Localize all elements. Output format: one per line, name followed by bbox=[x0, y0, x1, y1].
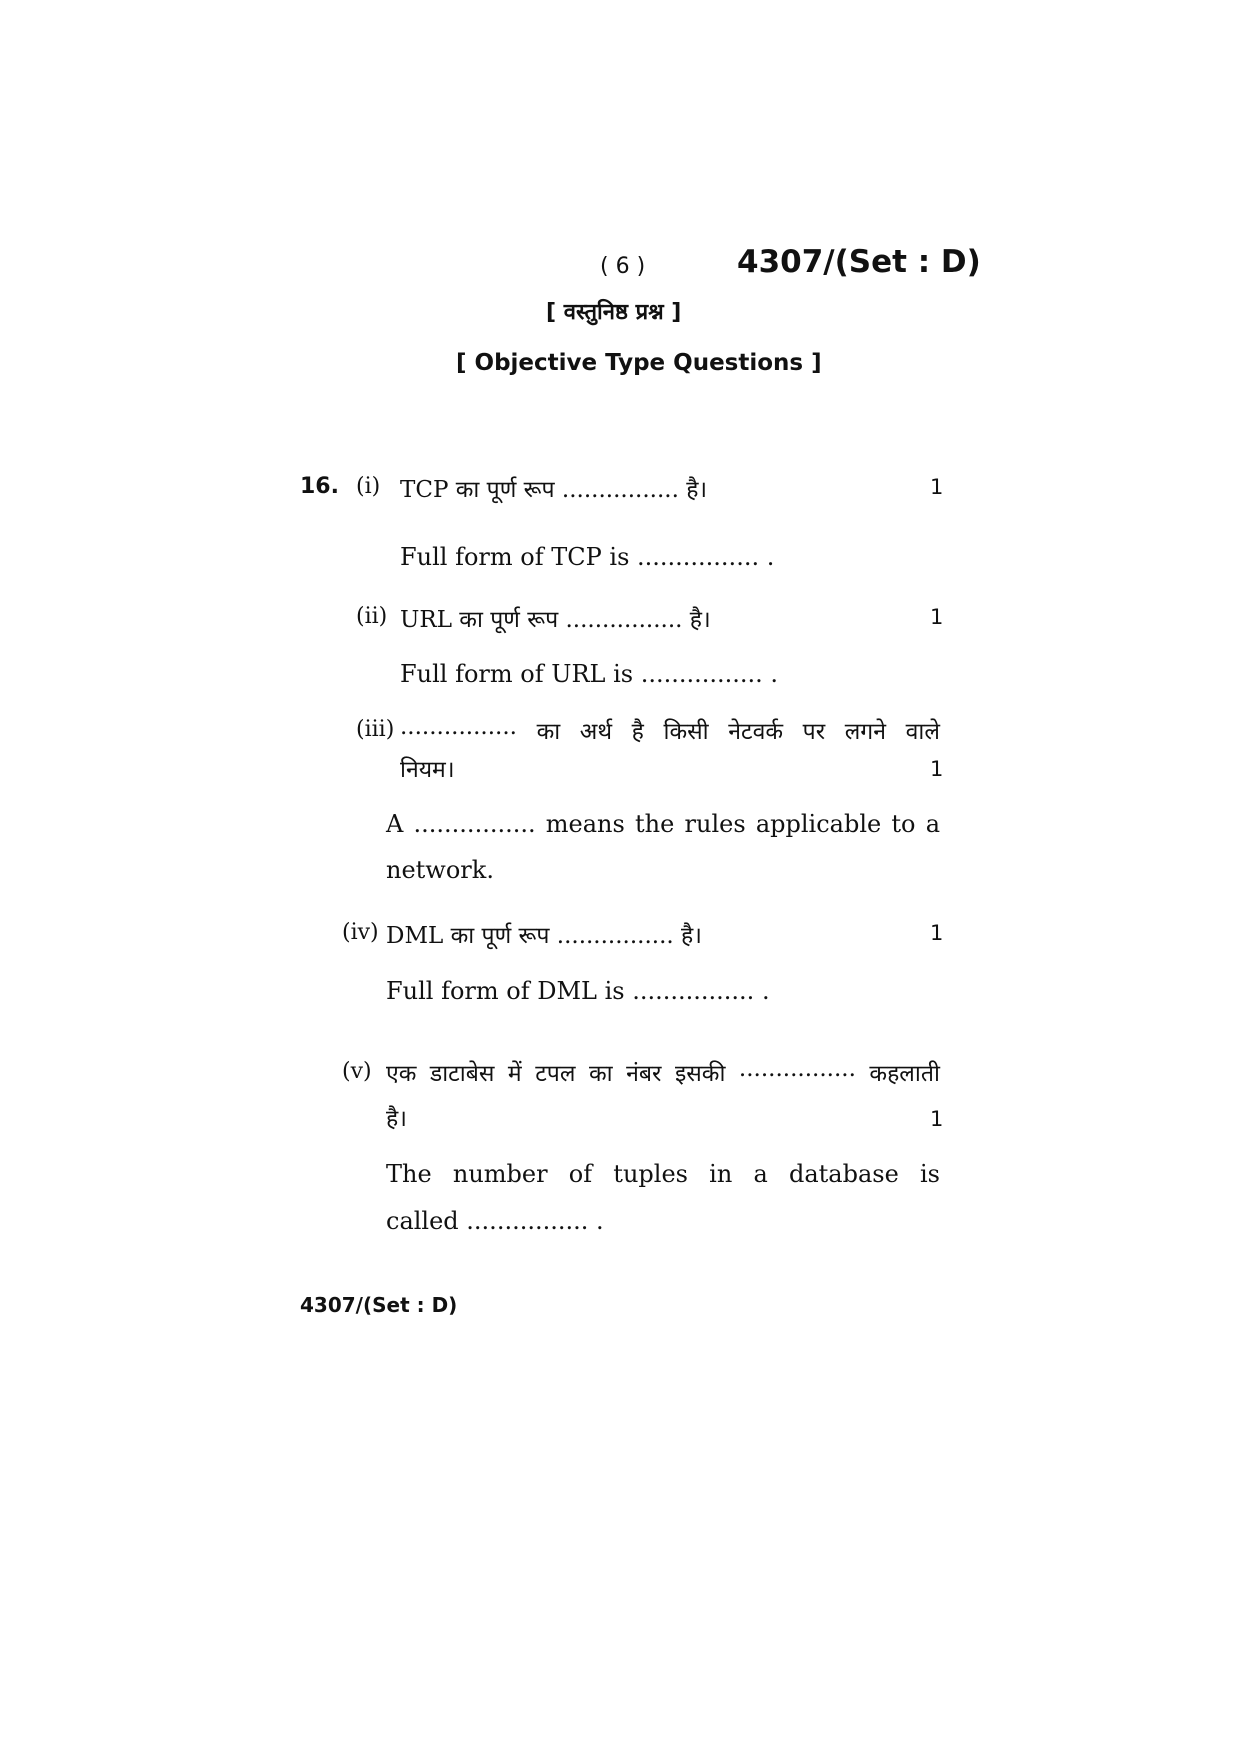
paper-code-footer: 4307/(Set : D) bbox=[300, 1293, 458, 1317]
word: ................ bbox=[400, 714, 517, 740]
word: The bbox=[386, 1160, 432, 1188]
part-label: (v) bbox=[342, 1059, 372, 1084]
word: the bbox=[635, 810, 675, 838]
word: database bbox=[788, 1160, 899, 1188]
word: tuples bbox=[613, 1160, 688, 1188]
part-hindi-line1 bbox=[386, 1056, 940, 1088]
word: a bbox=[753, 1160, 768, 1188]
word: डाटाबेस bbox=[429, 1061, 495, 1087]
part-english-line2: called ................ . bbox=[386, 1207, 604, 1235]
word: का bbox=[536, 719, 561, 745]
word: एक bbox=[386, 1061, 417, 1087]
part-hindi-line2: है। bbox=[386, 1106, 407, 1132]
part-hindi-line1 bbox=[400, 714, 940, 746]
word: वाले bbox=[905, 719, 940, 745]
part-label: (i) bbox=[356, 474, 381, 499]
word: to bbox=[891, 810, 916, 838]
word: A bbox=[386, 810, 404, 838]
word: का bbox=[588, 1061, 613, 1087]
word: is bbox=[920, 1160, 940, 1188]
part-english-line1 bbox=[386, 810, 940, 838]
part-english-text: Full form of URL is ................ . bbox=[400, 660, 779, 688]
part-marks: 1 bbox=[930, 921, 944, 945]
part-marks: 1 bbox=[930, 475, 944, 499]
word: पर bbox=[802, 719, 826, 745]
word: अर्थ bbox=[579, 719, 613, 745]
part-english-text: Full form of DML is ................ . bbox=[386, 977, 770, 1005]
word: कहलाती bbox=[869, 1061, 940, 1087]
word: में bbox=[507, 1061, 522, 1087]
word: इसकी bbox=[674, 1061, 726, 1087]
part-marks: 1 bbox=[930, 605, 944, 629]
part-hindi-text: TCP का पूर्ण रूप ................ है। bbox=[400, 477, 708, 503]
part-hindi-text: DML का पूर्ण रूप ................ है। bbox=[386, 923, 702, 949]
word: टपल bbox=[535, 1061, 576, 1087]
word: of bbox=[568, 1160, 593, 1188]
part-hindi-line2: नियम। bbox=[400, 757, 455, 783]
word: number bbox=[452, 1160, 548, 1188]
word: लगने bbox=[844, 719, 887, 745]
part-english-text: Full form of TCP is ................ . bbox=[400, 543, 775, 571]
word: applicable bbox=[755, 810, 882, 838]
section-title-hindi: [ वस्तुनिष्ठ प्रश्न ] bbox=[546, 300, 682, 325]
part-label: (ii) bbox=[356, 604, 388, 629]
part-label: (iv) bbox=[342, 920, 379, 945]
part-marks: 1 bbox=[930, 757, 944, 781]
word: नेटवर्क bbox=[728, 719, 784, 745]
page-number: ( 6 ) bbox=[600, 254, 646, 279]
word: ................ bbox=[413, 810, 536, 838]
word: rules bbox=[684, 810, 746, 838]
section-title-english: [ Objective Type Questions ] bbox=[456, 350, 822, 376]
part-english-line2: network. bbox=[386, 856, 494, 884]
word: नंबर bbox=[626, 1061, 662, 1087]
word: किसी bbox=[663, 719, 709, 745]
question-number: 16. bbox=[300, 474, 339, 499]
part-english-line1 bbox=[386, 1160, 940, 1188]
part-label: (iii) bbox=[356, 717, 395, 742]
part-hindi-text: URL का पूर्ण रूप ................ है। bbox=[400, 607, 711, 633]
part-marks: 1 bbox=[930, 1107, 944, 1131]
word: ................ bbox=[738, 1056, 856, 1082]
word: in bbox=[709, 1160, 733, 1188]
word: means bbox=[545, 810, 625, 838]
word: a bbox=[925, 810, 940, 838]
paper-code-header: 4307/(Set : D) bbox=[737, 244, 981, 280]
word: है bbox=[631, 719, 644, 745]
